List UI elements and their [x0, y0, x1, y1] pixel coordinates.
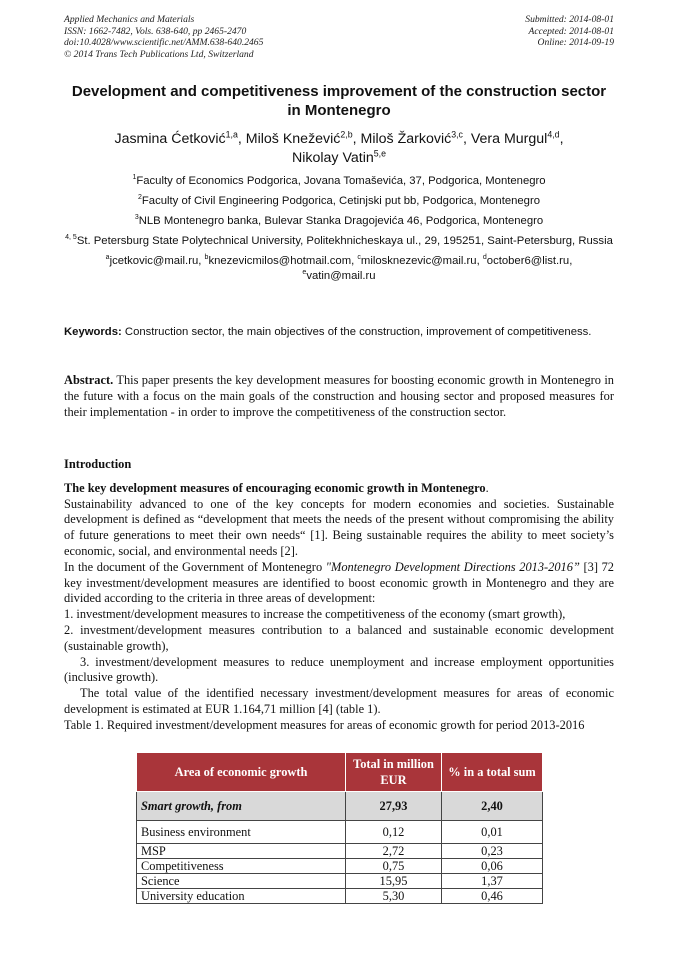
accepted-date: Accepted: 2014-08-01 — [528, 25, 614, 37]
affiliation-2: $^2$Faculty of Civil Engineering Podgorica, Cetinjski put bb, Podgorica, Montenegro — [137, 194, 541, 207]
keywords-text: Construction sector, the main objectives of the construction, improvement of competitiveness. — [124, 326, 592, 338]
col-header-total: Total in million EUR — [346, 753, 442, 792]
cell-total: 2,72 — [346, 844, 442, 859]
list-item-3: 3. investment/development measures to reduce unemployment and increase employment opportunities (inclusive growth). — [64, 654, 614, 685]
cell-total: 0,12 — [346, 821, 442, 844]
cell-total: 5,30 — [346, 889, 442, 904]
abstract — [64, 373, 614, 420]
journal-info — [64, 14, 263, 60]
paragraph-2: In the document of the Government of Montenegro "Montenegro Development Directions 2013-2016” [3] 72 key investment/development measures are identified to boost economic growth in Montenegro and they are divided according to the criteria in three areas of development: — [64, 559, 614, 606]
keywords — [64, 325, 614, 340]
table-caption: Table 1. Required investment/development measures for areas of economic growth for period 2013-2016 — [64, 717, 585, 732]
investment-table — [136, 752, 543, 904]
table-row — [137, 859, 543, 874]
cell-percent: 0,46 — [442, 889, 543, 904]
cell-total: 15,95 — [346, 874, 442, 889]
table-row — [137, 889, 543, 904]
list-item-2: 2. investment/development measures contribution to a balanced and sustainable economic development (sustainable growth), — [64, 622, 614, 653]
paper-title: Development and competitiveness improvement of the construction sector in Montenegro — [71, 83, 607, 119]
affiliations — [64, 174, 614, 284]
cell-area: University education — [137, 889, 346, 904]
cell-area: MSP — [137, 844, 346, 859]
table-row — [137, 821, 543, 844]
journal-issn: ISSN: 1662-7482, Vols. 638-640, pp 2465-2470 — [64, 25, 247, 37]
author-1: Jasmina Ćetković$^{1,a}$, — [114, 129, 246, 147]
email-b[interactable]: $^b$knezevicmilos@hotmail.com — [204, 254, 352, 267]
email-e[interactable]: $^e$vatin@mail.ru — [302, 269, 376, 282]
col-header-percent: % in a total sum — [442, 753, 543, 792]
cell-percent: 0,06 — [442, 859, 543, 874]
online-date: Online: 2014-09-19 — [537, 37, 614, 49]
author-2: Miloš Knežević$^{2,b}$, — [245, 129, 361, 147]
cell-total: 0,75 — [346, 859, 442, 874]
paragraph-1: Sustainability advanced to one of the key concepts for modern economies and societies. Sustainable development is defined as “development that meets the needs of the present without compromising the ability of future generations to meet their own needs“ [1]. Being sustainable requires the ability to meet society’s economic, social, and environmental needs [2]. — [64, 496, 614, 558]
email-c[interactable]: $^c$milosknezevic@mail.ru — [357, 254, 477, 267]
email-a[interactable]: $^a$jcetkovic@mail.ru — [105, 254, 199, 267]
author-list — [64, 130, 614, 168]
table-row — [137, 844, 543, 859]
cell-percent: 1,37 — [442, 874, 543, 889]
email-d[interactable]: $^d$october6@list.ru — [482, 254, 570, 267]
cell-area: Smart growth, from — [137, 792, 346, 821]
affiliation-4: $^{4, 5}$St. Petersburg State Polytechnical University, Politekhnicheskaya ul., 29, 195251, Saint-Petersburg, Russia — [65, 234, 613, 247]
cell-percent: 0,23 — [442, 844, 543, 859]
paragraph-3: The total value of the identified necessary investment/development measures for areas of economic development is estimated at EUR 1.164,71 million [4] (table 1). — [64, 686, 614, 716]
subsection-heading: The key development measures of encouraging economic growth in Montenegro. — [64, 480, 489, 495]
table-row — [137, 792, 543, 821]
cell-area: Business environment — [137, 821, 346, 844]
table-header-row — [137, 753, 543, 792]
cell-percent: 0,01 — [442, 821, 543, 844]
table-row — [137, 874, 543, 889]
journal-copyright: © 2014 Trans Tech Publications Ltd, Switzerland — [64, 48, 254, 60]
author-4: Vera Murgul$^{4,d}$, — [470, 129, 564, 147]
author-5: Nikolay Vatin$^{5,e}$ — [292, 148, 386, 166]
cell-area: Competitiveness — [137, 859, 346, 874]
abstract-label: Abstract. — [64, 373, 114, 387]
col-header-area: Area of economic growth — [137, 753, 346, 792]
journal-doi: doi:10.4028/www.scientific.net/AMM.638-640.2465 — [64, 37, 264, 49]
author-3: Miloš Žarković$^{3,c}$, — [360, 129, 471, 147]
list-item-1: 1. investment/development measures to increase the competitiveness of the economy (smart growth), — [64, 607, 566, 622]
submission-dates — [525, 14, 614, 49]
abstract-text: This paper presents the key development measures for boosting economic growth in Montenegro in the future with a focus on the main goals of the construction and housing sector and proposed measures for their implementation - in order to improve the competitiveness of the construction sector. — [64, 373, 615, 419]
submitted-date: Submitted: 2014-08-01 — [525, 14, 614, 25]
affiliation-1: $^1$Faculty of Economics Podgorica, Jovana Tomaševića, 37, Podgorica, Montenegro — [132, 174, 546, 187]
journal-name: Applied Mechanics and Materials — [64, 14, 195, 25]
introduction-section — [64, 457, 614, 734]
journal-header — [64, 14, 614, 60]
keywords-label: Keywords: — [64, 326, 122, 338]
section-heading: Introduction — [64, 457, 132, 471]
cell-total: 27,93 — [346, 792, 442, 821]
affiliation-3: $^3$NLB Montenegro banka, Bulevar Stanka Dragojevića 46, Podgorica, Montenegro — [134, 214, 544, 227]
author-emails: $^a$jcetkovic@mail.ru, $^b$knezevicmilos@hotmail.com, $^c$milosknezevic@mail.ru, $^d$october6@list.ru, $^e$vatin@mail.ru — [105, 254, 573, 282]
cell-area: Science — [137, 874, 346, 889]
cell-percent: 2,40 — [442, 792, 543, 821]
